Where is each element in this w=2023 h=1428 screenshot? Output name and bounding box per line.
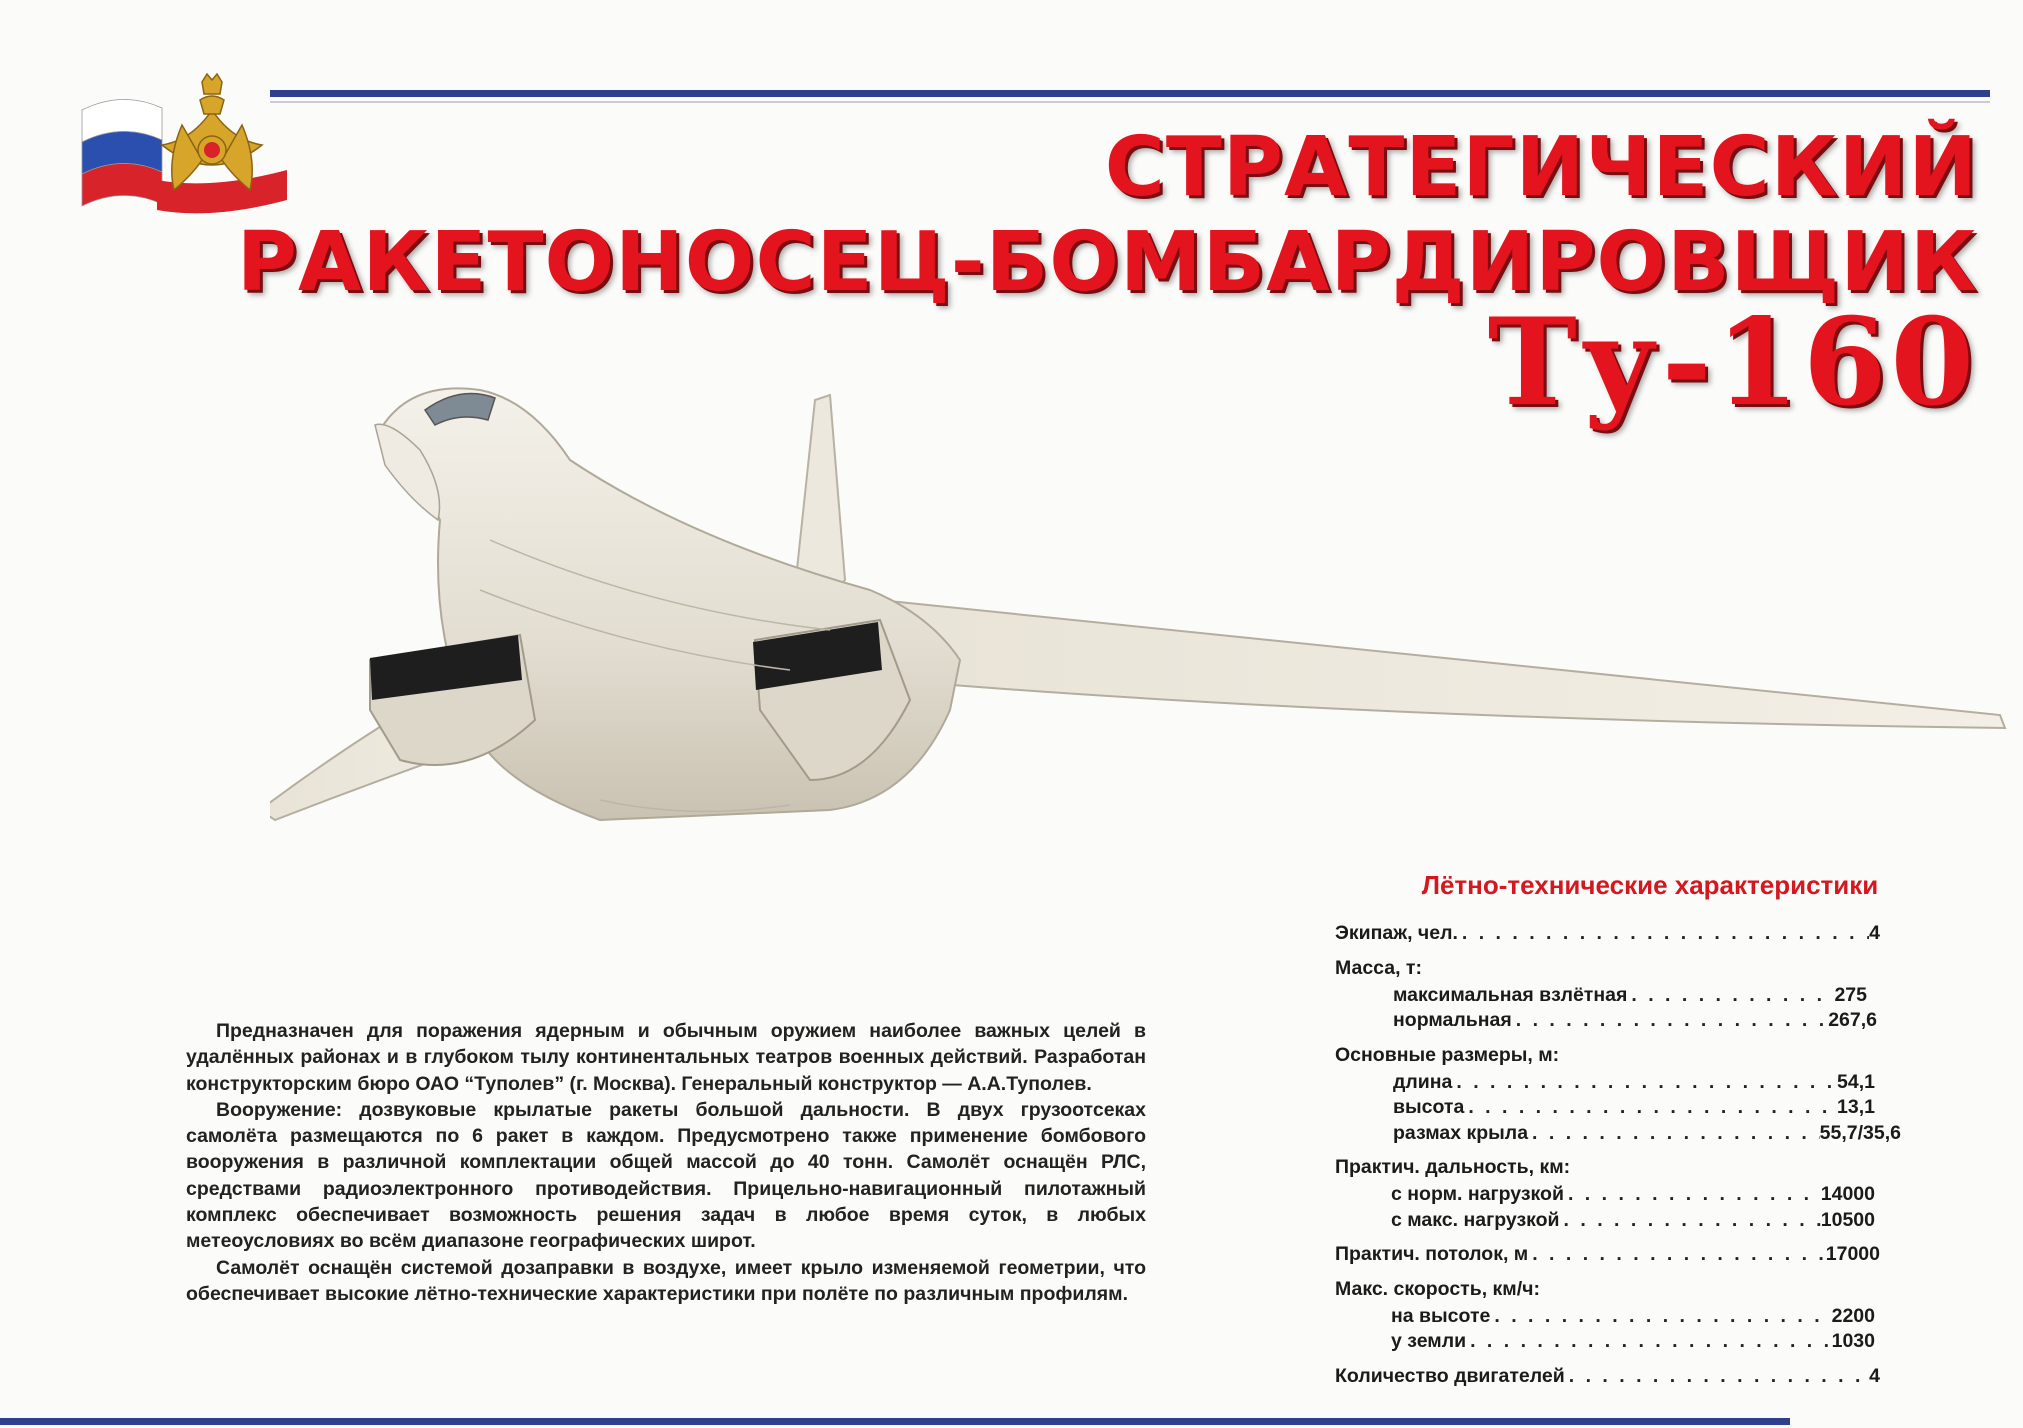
leader-dots xyxy=(1490,1305,1831,1328)
spec-label: с норм. нагрузкой xyxy=(1391,1183,1564,1205)
spec-label: Практич. дальность, км: xyxy=(1335,1156,1571,1178)
spec-row-max-takeoff xyxy=(1335,984,1975,1010)
spec-value: 55,7/35,6 xyxy=(1819,1121,1901,1144)
spec-label: Практич. потолок, м xyxy=(1335,1243,1529,1265)
spec-row-range-normal xyxy=(1335,1183,1975,1209)
spec-heading-speed xyxy=(1335,1278,1975,1305)
spec-row-speed-altitude xyxy=(1335,1305,1975,1331)
spec-label: с макс. нагрузкой xyxy=(1391,1208,1560,1231)
spec-label: максимальная взлётная xyxy=(1393,983,1628,1006)
spec-label: Масса, т: xyxy=(1335,956,1422,979)
leader-dots xyxy=(1564,1183,1821,1206)
spec-value: 10500 xyxy=(1820,1208,1875,1231)
spec-value: 4 xyxy=(1869,922,1880,944)
description-paragraph-purpose: Предназначен для поражения ядерным и обычным оружием наиболее важных целей в удалённых районах и в глубоком тылу континентальных театров военных действий. Разработан конструкторским бюро ОАО “Туполев” (г. Москва). Генеральный конструктор — А.А.Туполев. xyxy=(186,1020,1146,1095)
description-text xyxy=(186,1018,1146,1307)
spec-label: у земли xyxy=(1391,1330,1467,1352)
spec-label: на высоте xyxy=(1391,1304,1491,1327)
spec-label: Основные размеры, м: xyxy=(1335,1043,1560,1066)
spec-value: 14000 xyxy=(1820,1183,1875,1205)
magazine-logo xyxy=(1787,1398,2023,1428)
spec-heading-dimensions xyxy=(1335,1044,1975,1071)
leader-dots xyxy=(1464,1096,1837,1119)
flag-emblem-icon xyxy=(62,70,302,220)
spec-value: 1030 xyxy=(1831,1330,1875,1352)
top-rule-shadow xyxy=(270,101,1990,103)
spec-heading-range xyxy=(1335,1156,1975,1183)
spec-label: длина xyxy=(1393,1070,1453,1093)
spec-value: 54,1 xyxy=(1837,1070,1875,1093)
leader-dots xyxy=(1528,1122,1820,1145)
leader-dots xyxy=(1512,1009,1828,1032)
title-line-2: РАКЕТОНОСЕЦ-БОМБАРДИРОВЩИК xyxy=(236,215,1978,310)
spec-row-height xyxy=(1335,1096,1975,1122)
spec-value: 275 xyxy=(1834,983,1867,1006)
spec-label: нормальная xyxy=(1393,1009,1512,1031)
specs-heading: Лётно-технические характеристики xyxy=(1421,870,1879,900)
spec-row-wingspan xyxy=(1335,1122,1975,1148)
spec-label: Экипаж, чел. xyxy=(1335,922,1458,944)
top-rule xyxy=(270,90,1990,97)
leader-dots xyxy=(1458,922,1869,945)
spec-label: размах крыла xyxy=(1393,1121,1529,1144)
spec-label: Количество двигателей xyxy=(1335,1364,1565,1387)
spec-label: высота xyxy=(1393,1096,1465,1118)
spec-row-length xyxy=(1335,1071,1975,1097)
spec-value: 2200 xyxy=(1831,1304,1875,1327)
spec-value: 4 xyxy=(1869,1364,1880,1387)
spec-row-speed-ground xyxy=(1335,1330,1975,1356)
spec-row-ceiling xyxy=(1335,1243,1975,1269)
leader-dots xyxy=(1466,1330,1832,1353)
spec-value: 13,1 xyxy=(1837,1096,1875,1118)
title-line-1: СТРАТЕГИЧЕСКИЙ xyxy=(1104,120,1978,215)
description-paragraph-refueling: Самолёт оснащён системой дозаправки в воздухе, имеет крыло изменяемой геометрии, что обеспечивает высокие лётно-технические характеристики при полёте по различным профилям. xyxy=(186,1256,1146,1305)
leader-dots xyxy=(1627,984,1834,1007)
spec-value: 267,6 xyxy=(1828,1009,1877,1031)
leader-dots xyxy=(1452,1071,1837,1094)
bottom-rule xyxy=(0,1418,1790,1425)
description-paragraph-armament: Вооружение: дозвуковые крылатые ракеты большой дальности. В двух грузоотсеках самолёта размещаются по 6 ракет в каждом. Предусмотрено также применение бомбового вооружения в различной комплектации общей массой до 40 тонн. Самолёт оснащён РЛС, средствами радиоэлектронного противодействия. Прицельно-навигационный пилотажный комплекс обеспечивает возможность решения задач в любое время суток, в любых метеоусловиях во всём диапазоне географических широт. xyxy=(186,1098,1146,1253)
title-aircraft-name: Ту-160 xyxy=(1487,292,1978,433)
spec-value: 17000 xyxy=(1825,1243,1880,1265)
spec-label: Макс. скорость, км/ч: xyxy=(1335,1277,1540,1300)
tu-160-aircraft-image xyxy=(270,380,2010,900)
leader-dots xyxy=(1565,1365,1869,1388)
specs-table xyxy=(1335,922,1975,1399)
leader-dots xyxy=(1560,1209,1821,1232)
leader-dots xyxy=(1528,1243,1826,1266)
spec-row-crew xyxy=(1335,922,1975,948)
spec-row-range-max xyxy=(1335,1209,1975,1235)
spec-heading-mass xyxy=(1335,957,1975,984)
spec-row-normal-mass xyxy=(1335,1009,1975,1035)
spec-row-engines xyxy=(1335,1365,1975,1391)
